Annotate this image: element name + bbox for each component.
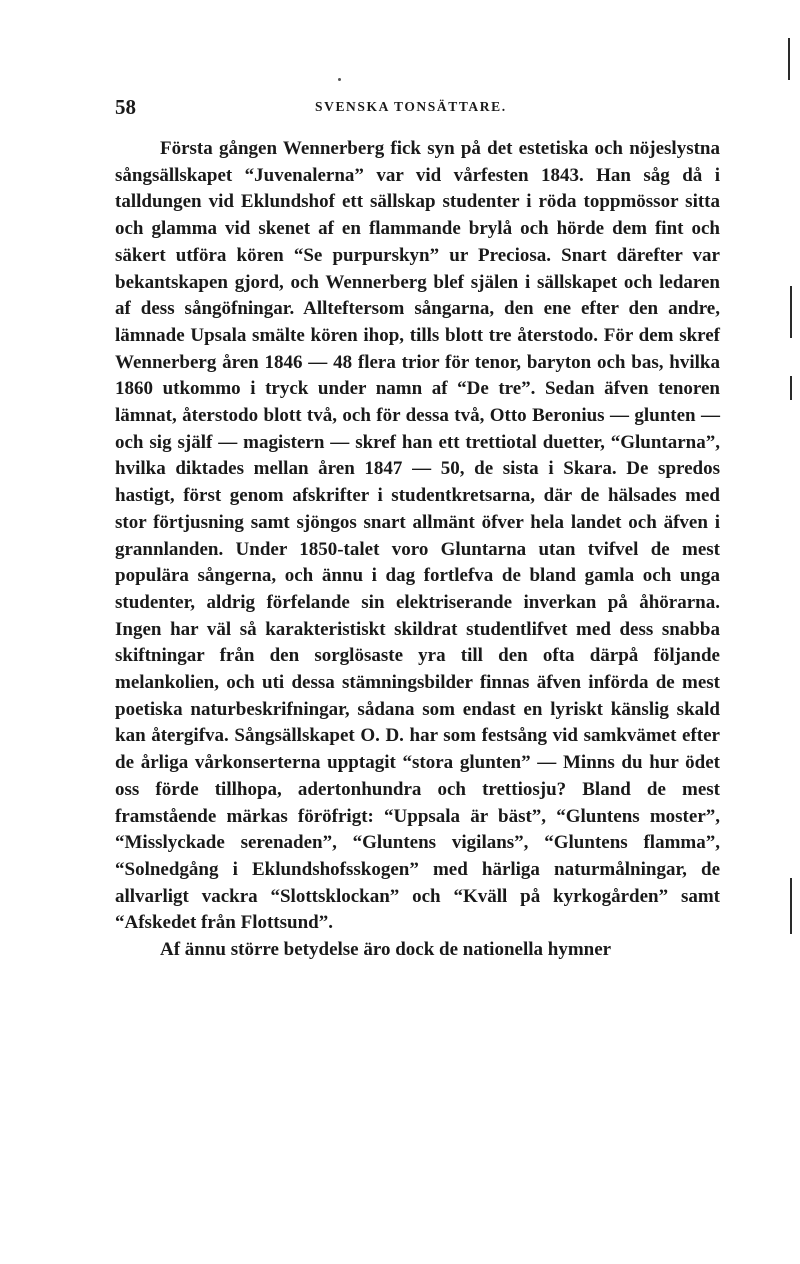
paragraph-2: Af ännu större betydelse äro dock de nationella hymner: [160, 939, 612, 961]
body-text: [115, 136, 720, 964]
margin-mark-middle: [790, 376, 792, 400]
margin-mark-upper: [790, 286, 792, 338]
running-title: SVENSKA TONSÄTTARE.: [315, 99, 507, 114]
paragraph-1: Första gången Wennerberg fick syn på det estetiska och nöjeslystna sångsällskapet “Juvenalerna” var vid vårfesten 1843. Han såg då i talldungen vid Eklundshof ett sällskap studenter i röda toppmössor sitta och glamma vid skenet af en flammande brylå och hörde dem fint och säkert utföra kören “Se purpurskyn” ur Preciosa. Snart därefter var bekantskapen gjord, och Wennerberg blef själen i sällskapet och ledaren af dess sångöfningar. Allteftersom sångarna, den ene efter den andre, lämnade Upsala smälte kören ihop, tills blott tre återstodo. För dem skref Wennerberg åren 1846 — 48 flera trior för tenor, baryton och bas, hvilka 1860 utkommo i tryck under namn af “De tre”. Sedan äfven tenoren lämnat, återstodo blott två, och för dessa två, Otto Beronius — glunten — och sig själf — magistern — skref han ett trettiotal duetter, “Gluntarna”, hvilka diktades mellan åren 1847 — 50, de sista i Skara. De spredos hastigt, först genom afskrifter i studentkretsarna, där de hälsades med stor förtjusning samt sjöngos snart allmänt öfver hela landet och äfven i grannlanden. Under 1850-talet voro Gluntarna utan tvifvel de mest populära sångerna, och ännu i dag fortlefva de bland gamla och unga studenter, aldrig förfelande sin elektriserande inverkan på åhörarna. Ingen har väl så karakteristiskt skildrat studentlifvet med dess snabba skiftningar från den sorglösaste yra till den ofta därpå följande melankolien, och uti dessa stämningsbilder finnas äfven införda de mest poetiska naturbeskrifningar, sådana som endast en lyriskt känslig skald kan återgifva. Sångsällskapet O. D. har som festsång vid samkvämet efter de årliga vårkonserterna upptagit “stora glunten” — Minns du hur ödet oss förde tillhopa, adertonhundra och trettiosju? Bland de mest framstående märkas föröfrigt: “Uppsala är bäst”, “Gluntens moster”, “Misslyckade serenaden”, “Gluntens vigilans”, “Gluntens flamma”, “Solnedgång i Eklundshofsskogen” med härliga naturmålningar, de allvarligt vackra “Slottsklockan” och “Kväll på kyrkogården” samt “Afskedet från Flottsund”.: [115, 138, 720, 934]
page-header: [115, 94, 720, 120]
margin-mark-top: [788, 38, 790, 80]
margin-mark-lower: [790, 878, 792, 934]
scan-dot: [338, 78, 341, 81]
page-number: 58: [115, 95, 136, 119]
